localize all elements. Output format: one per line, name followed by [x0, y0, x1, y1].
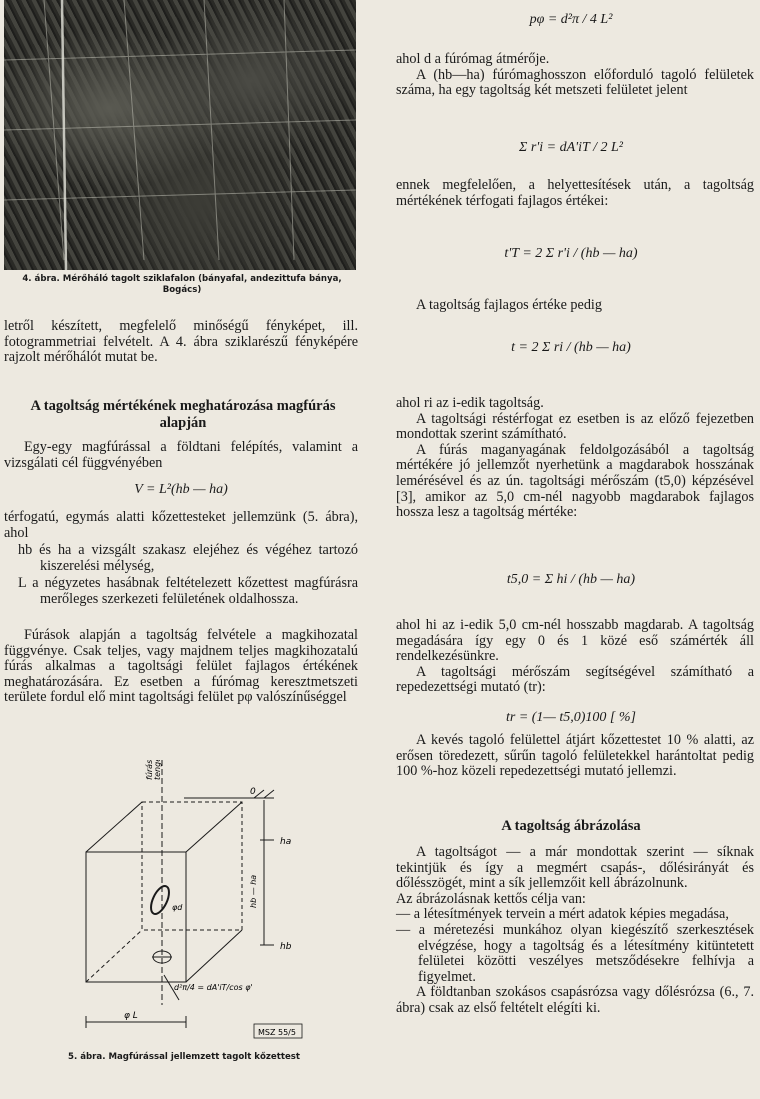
right-paragraph-4: A tagoltság fajlagos értéke pedig	[416, 297, 602, 313]
left-paragraph-3: térfogatú, egymás alatti kőzettesteket jellemzünk (5. ábra), ahol	[4, 509, 358, 541]
section-heading-1: A tagoltság mértékének meghatározása magfúrás alapján	[30, 398, 336, 431]
formula-t: t = 2 Σ ri / (hb — ha)	[511, 340, 631, 355]
left-paragraph-1: letről készített, megfelelő minőségű fényképet, ill. fotogrammetriai felvételt. A 4. ábra sziklarészű fényképére rajzolt mérőhálót mutat be.	[4, 318, 358, 366]
left-paragraph-2: Egy-egy magfúrással a földtani felépítés, valamint a vizsgálati cél függvényében	[4, 439, 358, 471]
figure-5-diagram	[24, 760, 344, 1050]
right-paragraph-6: A tagoltsági réstérfogat ez esetben is az előző fejezetben mondottak szerint számítható.	[396, 410, 754, 443]
figure-5-caption: 5. ábra. Magfúrással jellemzett tagolt kőzettest	[67, 1052, 301, 1062]
formula-p-phi: pφ = d²π / 4 L²	[529, 12, 613, 27]
fig-label-ha: ha	[280, 837, 292, 847]
fig-label-hb-ha: hb — ha	[249, 874, 258, 908]
right-paragraph-2: A (hb—ha) fúrómaghosszon előforduló tagoló felületek száma, ha egy tagoltság két metszeti felületet jelent	[396, 66, 754, 99]
volume-formula: V = L²(hb — ha)	[134, 482, 228, 497]
fig-label-furas: fúrás	[145, 760, 154, 780]
formula-tr: tr = (1— t5,0)100 [ %]	[505, 710, 636, 725]
right-paragraph-7: A fúrás maganyagának feldolgozásából a tagoltság mértékére jó jellemzőt nyerhetünk a magdarabok hosszának lemérésével és az ún. tagoltsági mérőszám (t5,0) képzésével [3], amikor az 5,0 cm-nél nagyobb magdarabok fajlagos hossza lesz a tagoltság mértéke:	[396, 441, 754, 521]
right-paragraph-5: ahol ri az i-edik tagoltság.	[396, 395, 544, 411]
rock-wall-photo	[4, 0, 356, 270]
photo-caption: 4. ábra. Mérőháló tagolt sziklafalon (bányafal, andezittufa bánya, Bogács)	[22, 274, 342, 295]
right-paragraph-10: A kevés tagoló felülettel átjárt kőzettestet 10 % alatti, az erősen töredezett, sűrűn tagoló felületekkel harántoltat pedig 100 %-hoz közeli repedezettségi mutató jellemzi.	[396, 732, 754, 780]
right-paragraph-1: ahol d a fúrómag átmérője.	[396, 51, 550, 67]
formula-t-T: t'T = 2 Σ r'i / (hb — ha)	[504, 246, 638, 261]
formula-t5: t5,0 = Σ hi / (hb — ha)	[506, 572, 636, 587]
right-paragraph-8: ahol hi az i-edik 5,0 cm-nél hosszabb magdarab. A tagoltság megadására így egy 0 és 1 közé eső számérték áll rendelkezésünkre.	[396, 617, 754, 665]
section-heading-2: A tagoltság ábrázolása	[501, 818, 641, 834]
measurement-grid	[4, 0, 356, 270]
left-paragraph-4: Fúrások alapján a tagoltság felvétele a magkihozatal függvénye. Csak teljes, vagy majdnem teljes magkihozatalú fúrás alkalmas a tagoltsági felület fajlagos értékének meghatározására. Ez esetben a fúrómag keresztmetszeti területe fordul elő mint tagoltsági felület pφ valószínűséggel	[4, 627, 358, 706]
right-paragraph-3: ennek megfelelően, a helyettesítések után, a tagoltság mértékének térfogati fajlagos értékei:	[396, 177, 754, 209]
definition-h: hb és ha a vizsgált szakasz elejéhez és végéhez tartozó kiszerelési mélység,	[18, 542, 358, 574]
fig-label-msz: MSZ 55/5	[258, 1028, 296, 1037]
right-paragraph-12: Az ábrázolásnak kettős célja van:	[396, 890, 586, 907]
fig-label-tengelye: tengelye	[153, 760, 162, 780]
list-item-1: — a létesítmények tervein a mért adatok képies megadása,	[396, 906, 729, 923]
list-item-2: — a méretezési munkához olyan kiegészítő szerkesztések elvégzése, hogy a tagoltság és a létesítmény kitüntetett felületei közötti veszélyes metsződésekre felhívja a figyelmet.	[396, 921, 754, 985]
fig-label-hb: hb	[280, 942, 292, 952]
fig-label-formula: d²π/4 = dA'iT/cos φ'	[174, 983, 253, 992]
formula-r: Σ r'i = dA'iT / 2 L²	[519, 140, 623, 155]
fig-label-zero: 0	[250, 787, 256, 797]
right-paragraph-9: A tagoltsági mérőszám segítségével számítható a repedezettségi mutató (tr):	[396, 663, 754, 696]
right-paragraph-11: A tagoltságot — a már mondottak szerint — síknak tekintjük és így a megmért csapás-, dőlésirányát és dőlésszögét, mint a sík jellemzőit kell ábrázolnunk.	[396, 844, 754, 892]
fig-label-L: φ L	[124, 1011, 138, 1021]
definition-L: L a négyzetes hasábnak feltételezett kőzettest magfúrásra merőleges szerkezeti felületének oldalhossza.	[18, 575, 358, 607]
fig-label-d: φd	[172, 903, 183, 912]
right-paragraph-13: A földtanban szokásos csapásrózsa vagy dőlésrózsa (6., 7. ábra) csak az első feltételt elégíti ki.	[396, 984, 754, 1016]
